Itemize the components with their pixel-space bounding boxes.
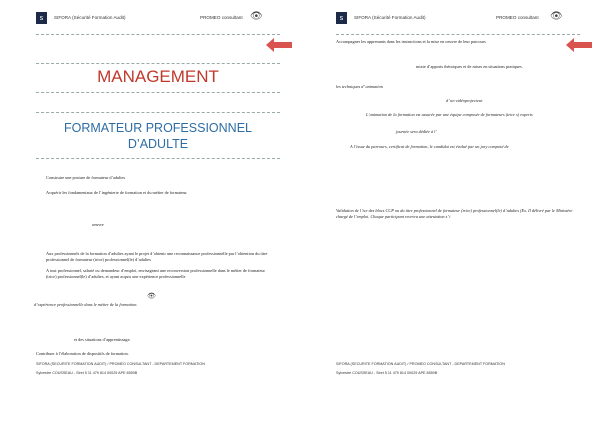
prerequisite: d’expérience professionnelle dans le métier de la formation. xyxy=(34,302,138,307)
header-company: SIFORA (Sécurité Formation Audit) xyxy=(354,15,426,20)
accompany-line: Accompagner les apprenants dans les instructions et la mise en oeuvre de leur parcours xyxy=(336,39,486,44)
header-divider xyxy=(336,34,580,35)
situations-line: et des situations d’apprentissage. xyxy=(74,337,131,342)
back-arrow-icon[interactable] xyxy=(566,38,592,52)
subtitle-line-1: FORMATEUR PROFESSIONNEL xyxy=(64,121,252,135)
eye-icon[interactable]: 👁 xyxy=(250,11,263,22)
subtitle-line-2: D’ADULTE xyxy=(127,137,189,151)
subtitle-rule-bottom xyxy=(36,158,280,159)
sifora-logo: s xyxy=(36,12,47,24)
techniques-line: les techniques d’ animation xyxy=(336,84,383,89)
header-divider xyxy=(36,34,280,35)
evaluation-line: A l’issue du parcours, certificat de formation, le candidat est évalué par un jury composé de xyxy=(350,144,509,149)
title-rule-top xyxy=(36,63,280,64)
journee-line: journée sera dédiée à l’ xyxy=(396,129,437,134)
page-title: MANAGEMENT xyxy=(97,67,219,86)
subtitle-rule-top xyxy=(36,112,280,113)
objective-1: Construire une posture de formateur d’adultes xyxy=(46,175,126,180)
audience-1: Aux professionnels de la formation d’adultes ayant le projet d’obtenir une reconnaissance professionnelle par l’obtention du titre professionnel de formateur (trice) professionnel(le) d’adultes xyxy=(46,251,268,262)
objective-2: Acquérir les fondamentaux de l’ingénierie de formation et du métier de formateur. xyxy=(46,190,188,195)
sifora-logo: s xyxy=(336,12,347,24)
header-company: SIFORA (Sécurité Formation Audit) xyxy=(54,15,126,20)
validation-line: Validation de l’ice des blocs CCP ou du titre professionnel de formateur (trice) professionnel(le) d’adultes (Ex. Il délivré par le Ministère chargé de l’emploi. Chaque participant recevra une attestation s’ i xyxy=(336,208,573,219)
document-page-2 xyxy=(304,0,596,424)
header-consultant: PROMEO consultant xyxy=(200,15,243,20)
back-arrow-icon[interactable] xyxy=(266,38,292,52)
footer-company: SIFORA (SECURITE FORMATION AUDIT) / PROMEO CONSULTANT - DEPARTEMENT FORMATION xyxy=(336,362,505,366)
contribute-line: Contribuer à l’élaboration de dispositifs de formation. xyxy=(36,351,129,356)
methods-line: mixte d’apports théoriques et de mises en situations pratiques. xyxy=(416,64,523,69)
audience-2: A tout professionnel, salarié ou demandeur d’emploi, envisageant une reconversion professionnelle dans le métier de formateur (trice) professionnel(le) d’adultes, et ayant acquis une expérience professionnelle xyxy=(46,268,265,279)
projector-line: d’ un vidéoprojecteur xyxy=(446,98,483,103)
eye-small-icon: 👁 xyxy=(147,292,156,300)
header-consultant: PROMEO consultant xyxy=(496,15,539,20)
footer-siret: Sylvestre COUSSEAU - Siret 5 11 479 814 00029 APE 8559B xyxy=(336,371,438,375)
animation-line: L’animation de la formation est assurée par une équipe composée de formateurs (trice s) experts xyxy=(366,112,533,117)
document-page-1 xyxy=(4,0,296,424)
word-oeuvre: oeuvre xyxy=(92,222,104,227)
footer-siret: Sylvestre COUSSEAU - Siret 5 11 479 814 00029 APE 8559B xyxy=(36,371,138,375)
footer-company: SIFORA (SECURITE FORMATION AUDIT) / PROMEO CONSULTANT - DEPARTEMENT FORMATION xyxy=(36,362,205,366)
title-rule-bottom xyxy=(36,92,280,93)
eye-icon[interactable]: 👁 xyxy=(550,11,563,22)
